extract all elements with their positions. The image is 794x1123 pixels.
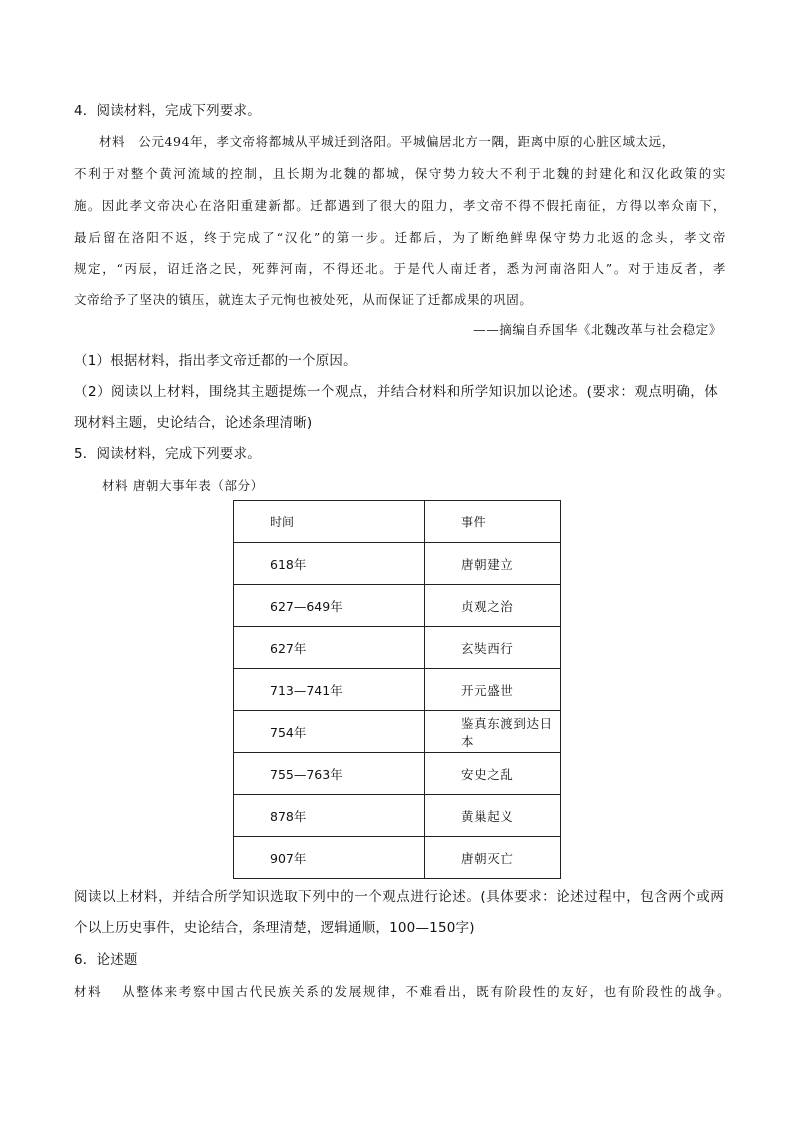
q4-sub-question-2-line-2: 现材料主题，史论结合，论述条理清晰) <box>74 415 313 431</box>
cell-event: 黄巢起义 <box>425 795 561 837</box>
q5-requirement-line-1: 阅读以上材料，并结合所学知识选取下列中的一个观点进行论述。(具体要求：论述过程中，包含两个或两 <box>74 889 724 905</box>
cell-time: 755—763年 <box>234 753 425 795</box>
cell-event: 鉴真东渡到达日本 <box>425 711 561 753</box>
table-row <box>234 837 561 879</box>
cell-time: 878年 <box>234 795 425 837</box>
cell-event: 唐朝建立 <box>425 543 561 585</box>
q4-material-line-2: 不利于对整个黄河流域的控制，且长期为北魏的都城，保守势力较大不利于北魏的封建化和汉化政策的实 <box>74 166 726 181</box>
cell-time: 713—741年 <box>234 669 425 711</box>
cell-time: 907年 <box>234 837 425 879</box>
table-row <box>234 585 561 627</box>
q5-heading: 5．阅读材料，完成下列要求。 <box>74 446 261 462</box>
table-header-row <box>234 501 561 543</box>
tang-events-table <box>233 500 561 879</box>
q4-material-line-5: 规定，“丙辰，诏迁洛之民，死葬河南，不得还北。于是代人南迁者，悉为河南洛阳人”。对于违反者，孝 <box>74 261 726 276</box>
table-row <box>234 669 561 711</box>
q4-material-line-4: 最后留在洛阳不返，终于完成了“汉化”的第一步。迁都后，为了断绝鲜卑保守势力北返的念头，孝文帝 <box>74 230 726 245</box>
table-row <box>234 627 561 669</box>
q6-heading: 6．论述题 <box>74 952 138 968</box>
q4-material-line-3: 施。因此孝文帝决心在洛阳重建新都。迁都遇到了很大的阻力，孝文帝不得不假托南征，方得以率众南下， <box>74 198 726 213</box>
cell-time: 754年 <box>234 711 425 753</box>
header-event: 事件 <box>425 501 561 543</box>
q4-material-line-1: 材料 公元494年，孝文帝将都城从平城迁到洛阳。平城偏居北方一隅，距离中原的心脏区域太远， <box>99 134 675 149</box>
table-row <box>234 753 561 795</box>
q5-requirement-line-2: 个以上历史事件，史论结合，条理清楚，逻辑通顺，100—150字) <box>74 920 475 936</box>
cell-event: 开元盛世 <box>425 669 561 711</box>
table-row <box>234 795 561 837</box>
cell-time: 627—649年 <box>234 585 425 627</box>
table-row <box>234 711 561 753</box>
cell-event: 玄奘西行 <box>425 627 561 669</box>
q4-sub-question-2-line-1: （2）阅读以上材料，围绕其主题提炼一个观点，并结合材料和所学知识加以论述。(要求：观点明确，体 <box>74 384 718 400</box>
q6-material-line: 材料 从整体来考察中国古代民族关系的发展规律，不难看出，既有阶段性的友好，也有阶段性的战争。 <box>74 984 730 999</box>
q4-heading: 4．阅读材料，完成下列要求。 <box>74 103 261 119</box>
table-row <box>234 543 561 585</box>
q5-table-caption: 材料 唐朝大事年表（部分） <box>102 478 264 493</box>
q4-sub-question-1: （1）根据材料，指出孝文帝迁都的一个原因。 <box>74 353 357 369</box>
cell-time: 618年 <box>234 543 425 585</box>
q4-material-line-6: 文帝给予了坚决的镇压，就连太子元恂也被处死，从而保证了迁都成果的巩固。 <box>74 292 533 307</box>
header-time: 时间 <box>234 501 425 543</box>
cell-event: 唐朝灭亡 <box>425 837 561 879</box>
cell-event: 安史之乱 <box>425 753 561 795</box>
cell-time: 627年 <box>234 627 425 669</box>
q4-source: ——摘编自乔国华《北魏改革与社会稳定》 <box>473 322 722 337</box>
cell-event: 贞观之治 <box>425 585 561 627</box>
